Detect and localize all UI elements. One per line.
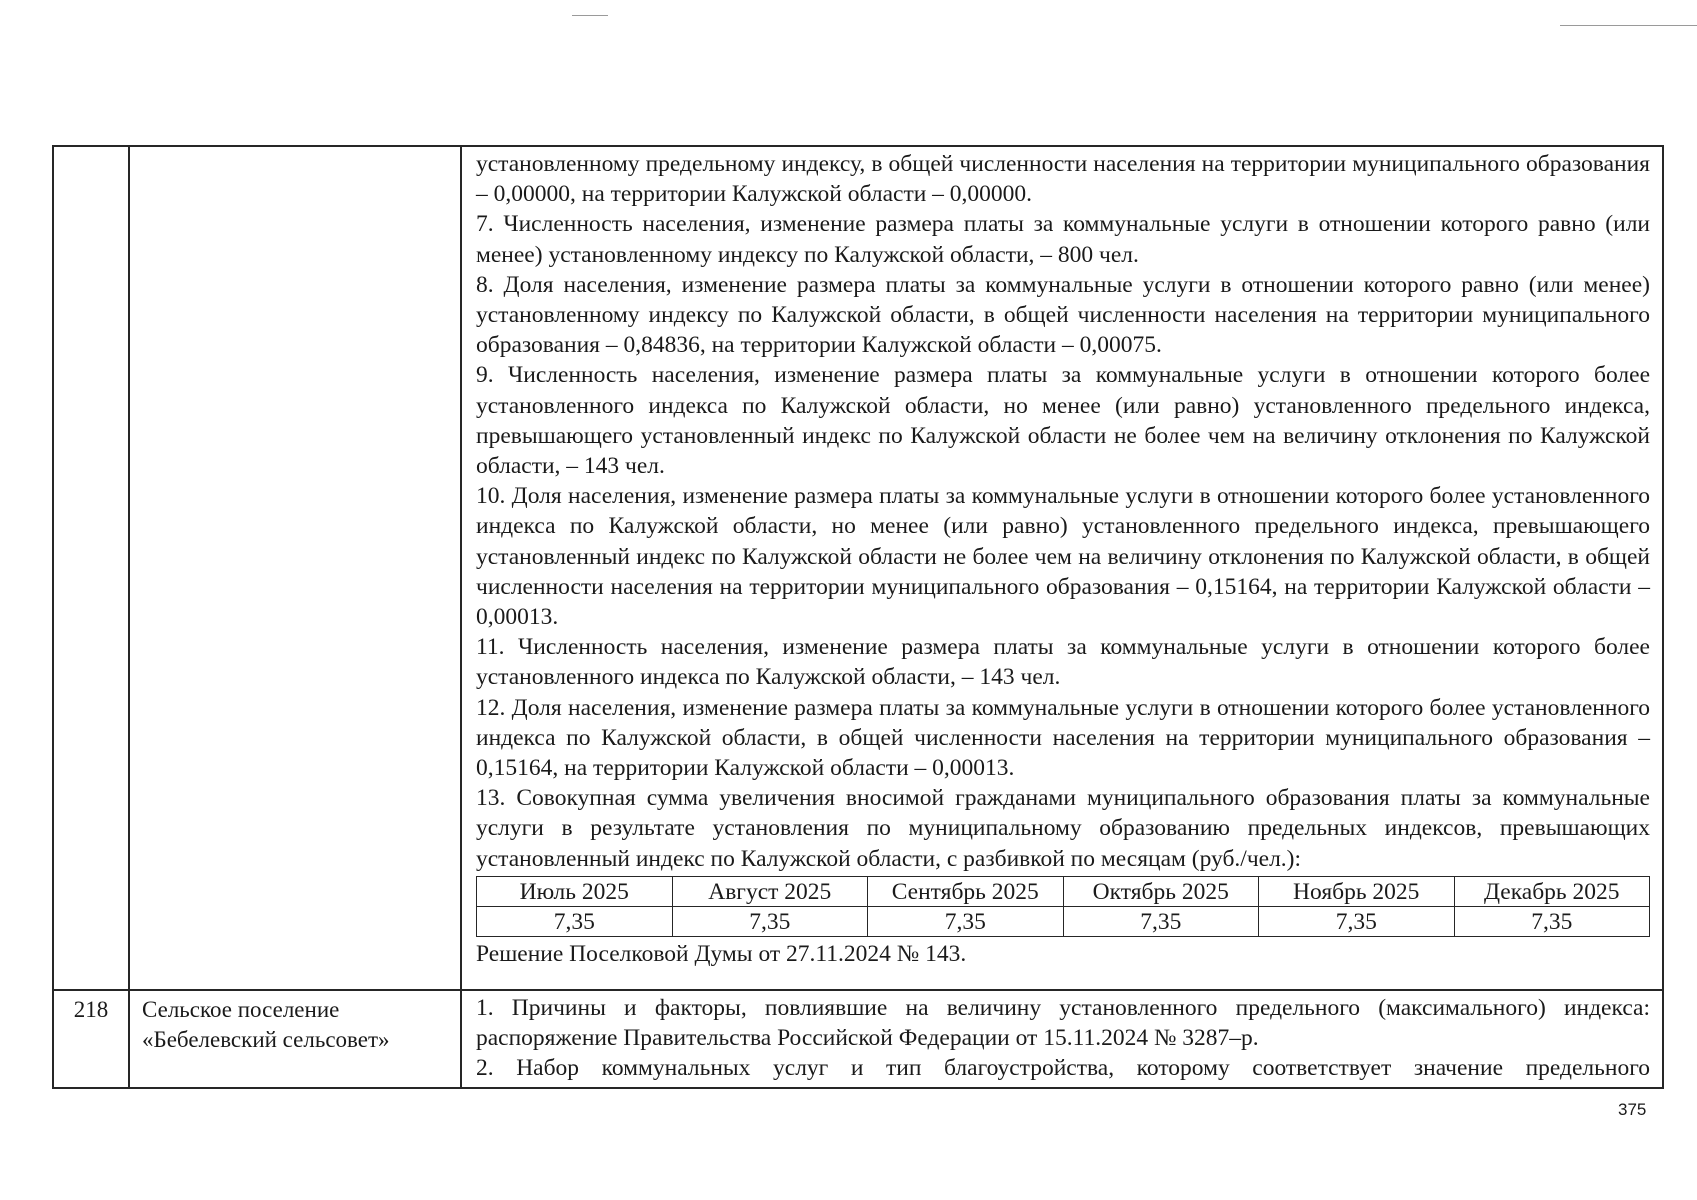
municipality-name-line: Сельское поселение (142, 997, 340, 1022)
row-details-cell (461, 146, 1663, 990)
paragraph-8: 8. Доля населения, изменение размера платы за коммунальные услуги в отношении которого равно (или менее) установленному индексу по Калужской области, в общей численности населения на территории муниципального образования – 0,84836, на территории Калужской области – 0,00075. (476, 271, 1650, 359)
month-header-cell: Октябрь 2025 (1063, 876, 1259, 906)
municipality-name-line: «Бебелевский сельсовет» (142, 1027, 390, 1052)
row-details-cell (461, 990, 1663, 1088)
month-value-row (477, 906, 1650, 936)
table-row-218 (53, 990, 1663, 1088)
month-value-cell: 7,35 (868, 906, 1064, 936)
month-value-cell: 7,35 (477, 906, 673, 936)
paragraph-11: 11. Численность населения, изменение размера платы за коммунальные услуги в отношении которого более установленного индекса по Калужской области, – 143 чел. (476, 634, 1650, 691)
row-number-cell: 218 (53, 990, 129, 1088)
month-header-cell: Август 2025 (672, 876, 868, 906)
document-table (52, 145, 1664, 1089)
month-header-cell: Декабрь 2025 (1454, 876, 1650, 906)
paragraph-10: 10. Доля населения, изменение размера платы за коммунальные услуги в отношении которого более установленного индекса по Калужской области, но менее (или равно) установленного предельного индекса, превышающего установленный индекс по Калужской области не более чем на величину отклонения по Калужской области, в общей численности населения на территории муниципального образования – 0,15164, на территории Калужской области – 0,00013. (476, 483, 1650, 631)
monthly-increase-table (476, 876, 1650, 937)
month-value-cell: 7,35 (672, 906, 868, 936)
paragraph-13: 13. Совокупная сумма увеличения вносимой гражданами муниципального образования платы за коммунальные услуги в результате установления по муниципальному образованию предельных индексов, превышающих установленный индекс по Калужской области, с разбивкой по месяцам (руб./чел.): (476, 785, 1650, 872)
month-header-cell: Ноябрь 2025 (1259, 876, 1455, 906)
table-row-continued (53, 146, 1663, 990)
row-number-cell (53, 146, 129, 990)
paragraph-9: 9. Численность населения, изменение размера платы за коммунальные услуги в отношении которого более установленного индекса по Калужской области, но менее (или равно) установленного предельного индекса, превышающего установленный индекс по Калужской области не более чем на величину отклонения по Калужской области, – 143 чел. (476, 362, 1650, 480)
municipality-name-cell (129, 990, 461, 1088)
scan-artifact-line (572, 15, 608, 16)
paragraph-12: 12. Доля населения, изменение размера платы за коммунальные услуги в отношении которого более установленного индекса по Калужской области, в общей численности населения на территории муниципального образования – 0,15164, на территории Калужской области – 0,00013. (476, 694, 1650, 782)
scan-artifact-line (1560, 25, 1697, 26)
paragraph-2: 2. Набор коммунальных услуг и тип благоустройства, которому соответствует значение предельного (476, 1055, 1650, 1082)
page-number: 375 (1618, 1100, 1647, 1119)
month-header-row (477, 876, 1650, 906)
month-value-cell: 7,35 (1259, 906, 1455, 936)
paragraph-continued: установленному предельному индексу, в общей численности населения на территории муниципального образования – 0,00000, на территории Калужской области – 0,00000. (476, 151, 1650, 208)
month-header-cell: Июль 2025 (477, 876, 673, 906)
month-value-cell: 7,35 (1454, 906, 1650, 936)
month-value-cell: 7,35 (1063, 906, 1259, 936)
paragraph-1: 1. Причины и факторы, повлиявшие на величину установленного предельного (максимального) индекса: распоряжение Правительства Российской Федерации от 15.11.2024 № 3287–р. (476, 995, 1650, 1052)
decision-reference: Решение Поселковой Думы от 27.11.2024 № 143. (476, 940, 967, 967)
municipality-name-cell (129, 146, 461, 990)
month-header-cell: Сентябрь 2025 (868, 876, 1064, 906)
paragraph-7: 7. Численность населения, изменение размера платы за коммунальные услуги в отношении которого равно (или менее) установленному индексу по Калужской области, – 800 чел. (476, 211, 1650, 268)
